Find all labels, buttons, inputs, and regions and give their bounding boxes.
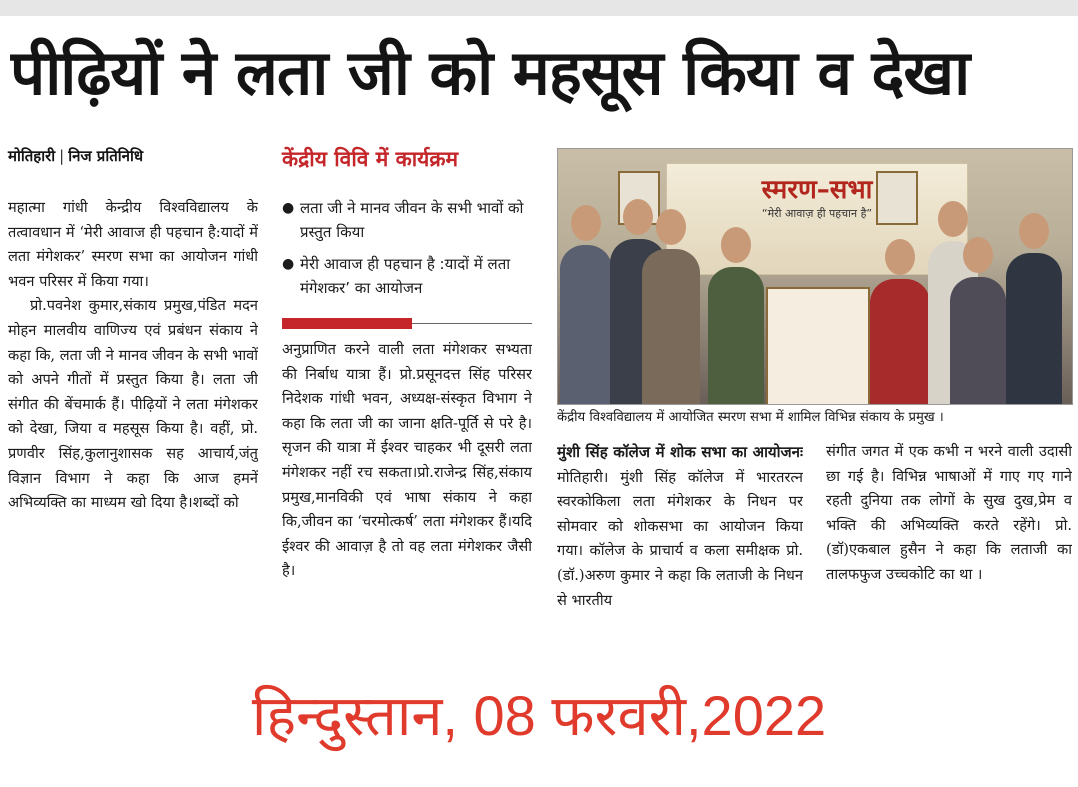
banner-title: स्मरण–सभा — [761, 175, 873, 205]
banner-subtitle: “मेरी आवाज़ ही पहचान है” — [761, 207, 873, 220]
garlanded-portrait — [766, 287, 870, 405]
section-divider-red — [282, 318, 412, 329]
event-photo — [557, 148, 1073, 405]
highlights-list — [282, 196, 532, 308]
wall-portrait — [876, 171, 918, 225]
dateline-reporter: निज प्रतिनिधि — [68, 147, 144, 165]
highlight-text: मेरी आवाज ही पहचान है :यादों में लता मंगेशकर’ का आयोजन — [300, 255, 511, 297]
headline: पीढ़ियों ने लता जी को महसूस किया व देखा — [10, 36, 970, 109]
person — [950, 277, 1006, 405]
paragraph: महात्मा गांधी केन्द्रीय विश्वविद्यालय के तत्वावधान में ‘मेरी आवाज ही पहचान है:यादों में लता मंगेशकर’ स्मरण सभा का आयोजन गांधी भवन परिसर में किया गया। — [8, 199, 258, 290]
dateline-separator: | — [59, 147, 65, 165]
paragraph: प्रो.पवनेश कुमार,संकाय प्रमुख,पंडित मदन मोहन मालवीय वाणिज्य एवं प्रबंधन संकाय ने कहा कि, लता जी ने मानव जीवन के सभी भावों को अपने गीतों में प्रस्तुत किया है। लता जी संगीत की बेंचमार्क हैं। पीढ़ियों ने लता मंगेशकर को देखा, जिया व महसूस किया है। वहीं, प्रो. प्रणवीर सिंह,कुलानुशासक सह आचार्य,जंतु विज्ञान विभाग ने कहा कि आज हमनें अभिव्यक्ति का माध्यम खो दिया है।शब्दों को — [8, 297, 258, 512]
paragraph-body: मोतिहारी। मुंशी सिंह कॉलेज में भारतरत्न स्वरकोकिला लता मंगेशकर के निधन पर सोमवार को शोकसभा का आयोजन किया गया। कॉलेज के प्राचार्य व कला समीक्षक प्रो.(डॉ.)अरुण कुमार ने कहा कि लताजी के निधन से भारतीय — [557, 468, 803, 609]
section-divider-rule — [412, 323, 532, 324]
person — [708, 267, 764, 405]
photo-caption: केंद्रीय विश्वविद्यालय में आयोजित स्मरण सभा में शामिल विभिन्न संकाय के प्रमुख । — [557, 410, 944, 425]
bullet-icon: ● — [282, 256, 295, 272]
article-column-4 — [826, 440, 1072, 666]
person — [1006, 253, 1062, 405]
person — [560, 245, 612, 405]
source-date-stamp: हिन्दुस्तान, 08 फरवरी,2022 — [251, 684, 827, 747]
dateline-place: मोतिहारी — [8, 147, 56, 165]
paragraph — [557, 440, 803, 613]
event-banner — [666, 163, 968, 275]
list-item — [282, 252, 532, 300]
article-column-3 — [557, 440, 803, 666]
dateline — [8, 146, 258, 166]
article-column-1 — [8, 196, 258, 666]
list-item — [282, 196, 532, 244]
article-column-2 — [282, 338, 532, 666]
bullet-icon: ● — [282, 200, 295, 216]
paragraph: संगीत जगत में एक कभी न भरने वाली उदासी छा गई है। विभिन्न भाषाओं में गाए गए गाने रहती दुनिया तक लोगों के सुख दुख,प्रेम व भक्ति की अभिव्यक्ति करते रहेंगे। प्रो.(डॉ)एकबाल हुसैन ने कहा कि लताजी का तालफफुज उच्चकोटि का था । — [826, 443, 1072, 583]
person — [870, 279, 930, 405]
highlight-text: लता जी ने मानव जीवन के सभी भावों को प्रस्तुत किया — [300, 199, 524, 241]
section-kicker: केंद्रीय विवि में कार्यक्रम — [282, 147, 459, 171]
subhead-lead: मुंशी सिंह कॉलेज में शोक सभा का आयोजनः — [557, 443, 803, 461]
person — [642, 249, 700, 405]
paragraph: अनुप्राणित करने वाली लता मंगेशकर सभ्यता की निर्बाध यात्रा हैं। प्रो.प्रसूनदत्त सिंह परिसर निदेशक गांधी भवन, अध्यक्ष-संस्कृत विभाग ने कहा कि लता जी का जाना क्षति-पूर्ति से परे है। सृजन की यात्रा में ईश्वर चाहकर भी दूसरी लता मंगेशकर नहीं रच सकता।प्रो.राजेन्द्र सिंह,संकाय प्रमुख,मानविकी एवं भाषा संकाय ने कहा कि,जीवन का ‘चरमोत्कर्ष’ लता मंगेशकर हैं।यदि ईश्वर की आवाज़ है तो वह लता मंगेशकर जैसी है। — [282, 341, 532, 580]
top-strip — [0, 0, 1078, 16]
